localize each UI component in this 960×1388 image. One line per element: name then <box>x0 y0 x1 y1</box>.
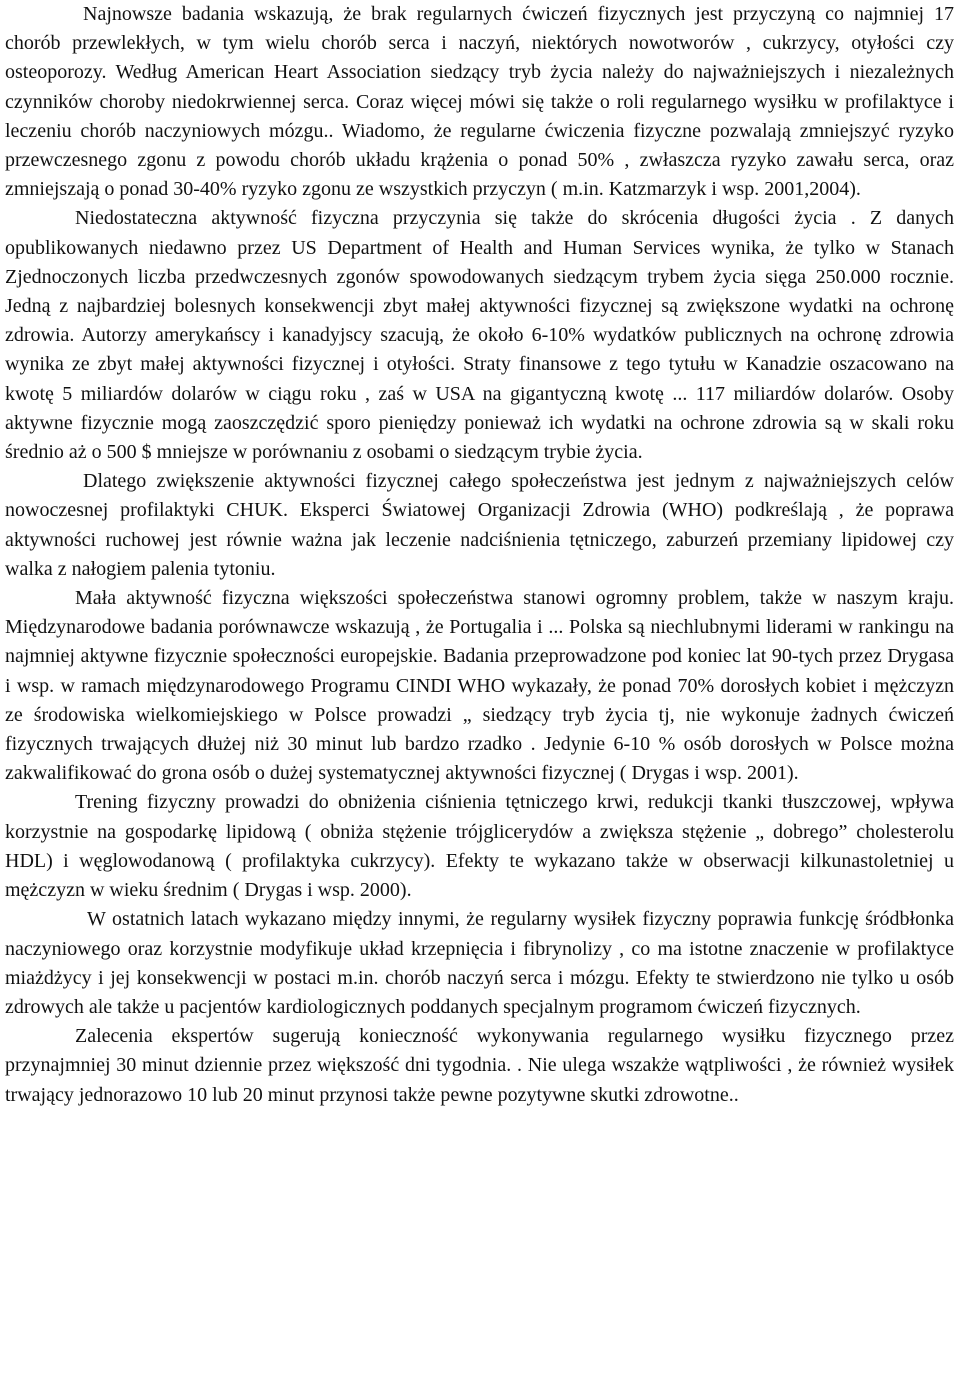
paragraph-1: Najnowsze badania wskazują, że brak regularnych ćwiczeń fizycznych jest przyczyną co najmniej 17 chorób przewlekłych, w tym wielu chorób serca i naczyń, niektórych nowotworów , cukrzycy, otyłości czy osteoporozy. Według American Heart Association siedzący tryb życia należy do najważniejszych i niezależnych czynników choroby niedokrwiennej serca. Coraz więcej mówi się także o roli regularnego wysiłku w profilaktyce i leczeniu chorób naczyniowych mózgu.. Wiadomo, że regularne ćwiczenia fizyczne pozwalają zmniejszyć ryzyko przewczesnego zgonu z powodu chorób układu krążenia o ponad 50% , zwłaszcza ryzyko zawału serca, oraz zmniejszają o ponad 30-40% ryzyko zgonu ze wszystkich przyczyn ( m.in. Katzmarzyk i wsp. 2001,2004). <box>5 3 954 201</box>
paragraph-3: Dlatego zwiększenie aktywności fizycznej całego społeczeństwa jest jednym z najważniejszych celów nowoczesnej profilaktyki CHUK. Eksperci Światowej Organizacji Zdrowia (WHO) podkreślają , że poprawa aktywności ruchowej jest równie ważna jak leczenie nadciśnienia tętniczego, zaburzeń przemiany lipidowej czy walka z nałogiem palenia tytoniu. <box>5 470 954 580</box>
paragraph-2: Niedostateczna aktywność fizyczna przyczynia się także do skrócenia długości życia . Z danych opublikowanych niedawno przez US Department of Health and Human Services wynika, że tylko w Stanach Zjednoczonych liczba przedwczesnych zgonów spowodowanych siedzącym trybem życia sięga 250.000 rocznie. Jedną z najbardziej bolesnych konsekwencji zbyt małej aktywności fizycznej są zwiększone wydatki na ochronę zdrowia. Autorzy amerykańscy i kanadyjscy szacują, że około 6-10% wydatków publicznych na ochronę zdrowia wynika ze zbyt małej aktywności fizycznej i otyłości. Straty finansowe z tego tytułu w Kanadzie oszacowano na kwotę 5 miliardów dolarów w ciągu roku , zaś w USA na gigantyczną kwotę ... 117 miliardów dolarów. Osoby aktywne fizycznie mogą zaoszczędzić sporo pieniędzy ponieważ ich wydatki na ochrone zdrowia są w skali roku średnio aż o 500 $ mniejsze w porównaniu z osobami o siedzącym trybie życia. <box>5 207 954 464</box>
paragraph-4: Mała aktywność fizyczna większości społeczeństwa stanowi ogromny problem, także w naszym kraju. Międzynarodowe badania porównawcze wskazują , że Portugalia i ... Polska są niechlubnymi liderami w rankingu na najmniej aktywne fizycznie społeczności europejskie. Badania przeprowadzone pod koniec lat 90-tych przez Drygasa i wsp. w ramach międzynarodowego Programu CINDI WHO wykazały, że ponad 70% dorosłych kobiet i mężczyzn ze środowiska wielkomiejskiego w Polsce prowadzi „ siedzący tryb życia tj, nie wykonuje żadnych ćwiczeń fizycznych trwających dłużej niż 30 minut lub bardzo rzadko . Jedynie 6-10 % osób dorosłych w Polsce można zakwalifikować do grona osób o dużej systematycznej aktywności fizycznej ( Drygas i wsp. 2001). <box>5 587 954 785</box>
paragraph-5: Trening fizyczny prowadzi do obniżenia ciśnienia tętniczego krwi, redukcji tkanki tłuszczowej, wpływa korzystnie na gospodarkę lipidową ( obniża stężenie trójglicerydów a zwiększa stężenie „ dobrego” cholesterolu HDL) i węglowodanową ( profilaktyka cukrzycy). Efekty te wykazano także w obserwacji kilkunastoletniej u mężczyzn w wieku średnim ( Drygas i wsp. 2000). <box>5 791 954 902</box>
paragraph-6: W ostatnich latach wykazano między innymi, że regularny wysiłek fizyczny poprawia funkcję śródbłonka naczyniowego oraz korzystnie modyfikuje układ krzepnięcia i fibrynolizy , co ma istotne znaczenie w profilaktyce miażdżycy i jej konsekwencji w postaci m.in. chorób naczyń serca i mózgu. Efekty te stwierdzono nie tylko u osób zdrowych ale także u pacjentów kardiologicznych poddanych specjalnym programom ćwiczeń fizycznych. <box>5 908 954 1018</box>
paragraph-7: Zalecenia ekspertów sugerują konieczność wykonywania regularnego wysiłku fizycznego przez przynajmniej 30 minut dziennie przez większość dni tygodnia. . Nie ulega wszakże wątpliwości , że również wysiłek trwający jednorazowo 10 lub 20 minut przynosi także pewne pozytywne skutki zdrowotne.. <box>5 1025 954 1106</box>
